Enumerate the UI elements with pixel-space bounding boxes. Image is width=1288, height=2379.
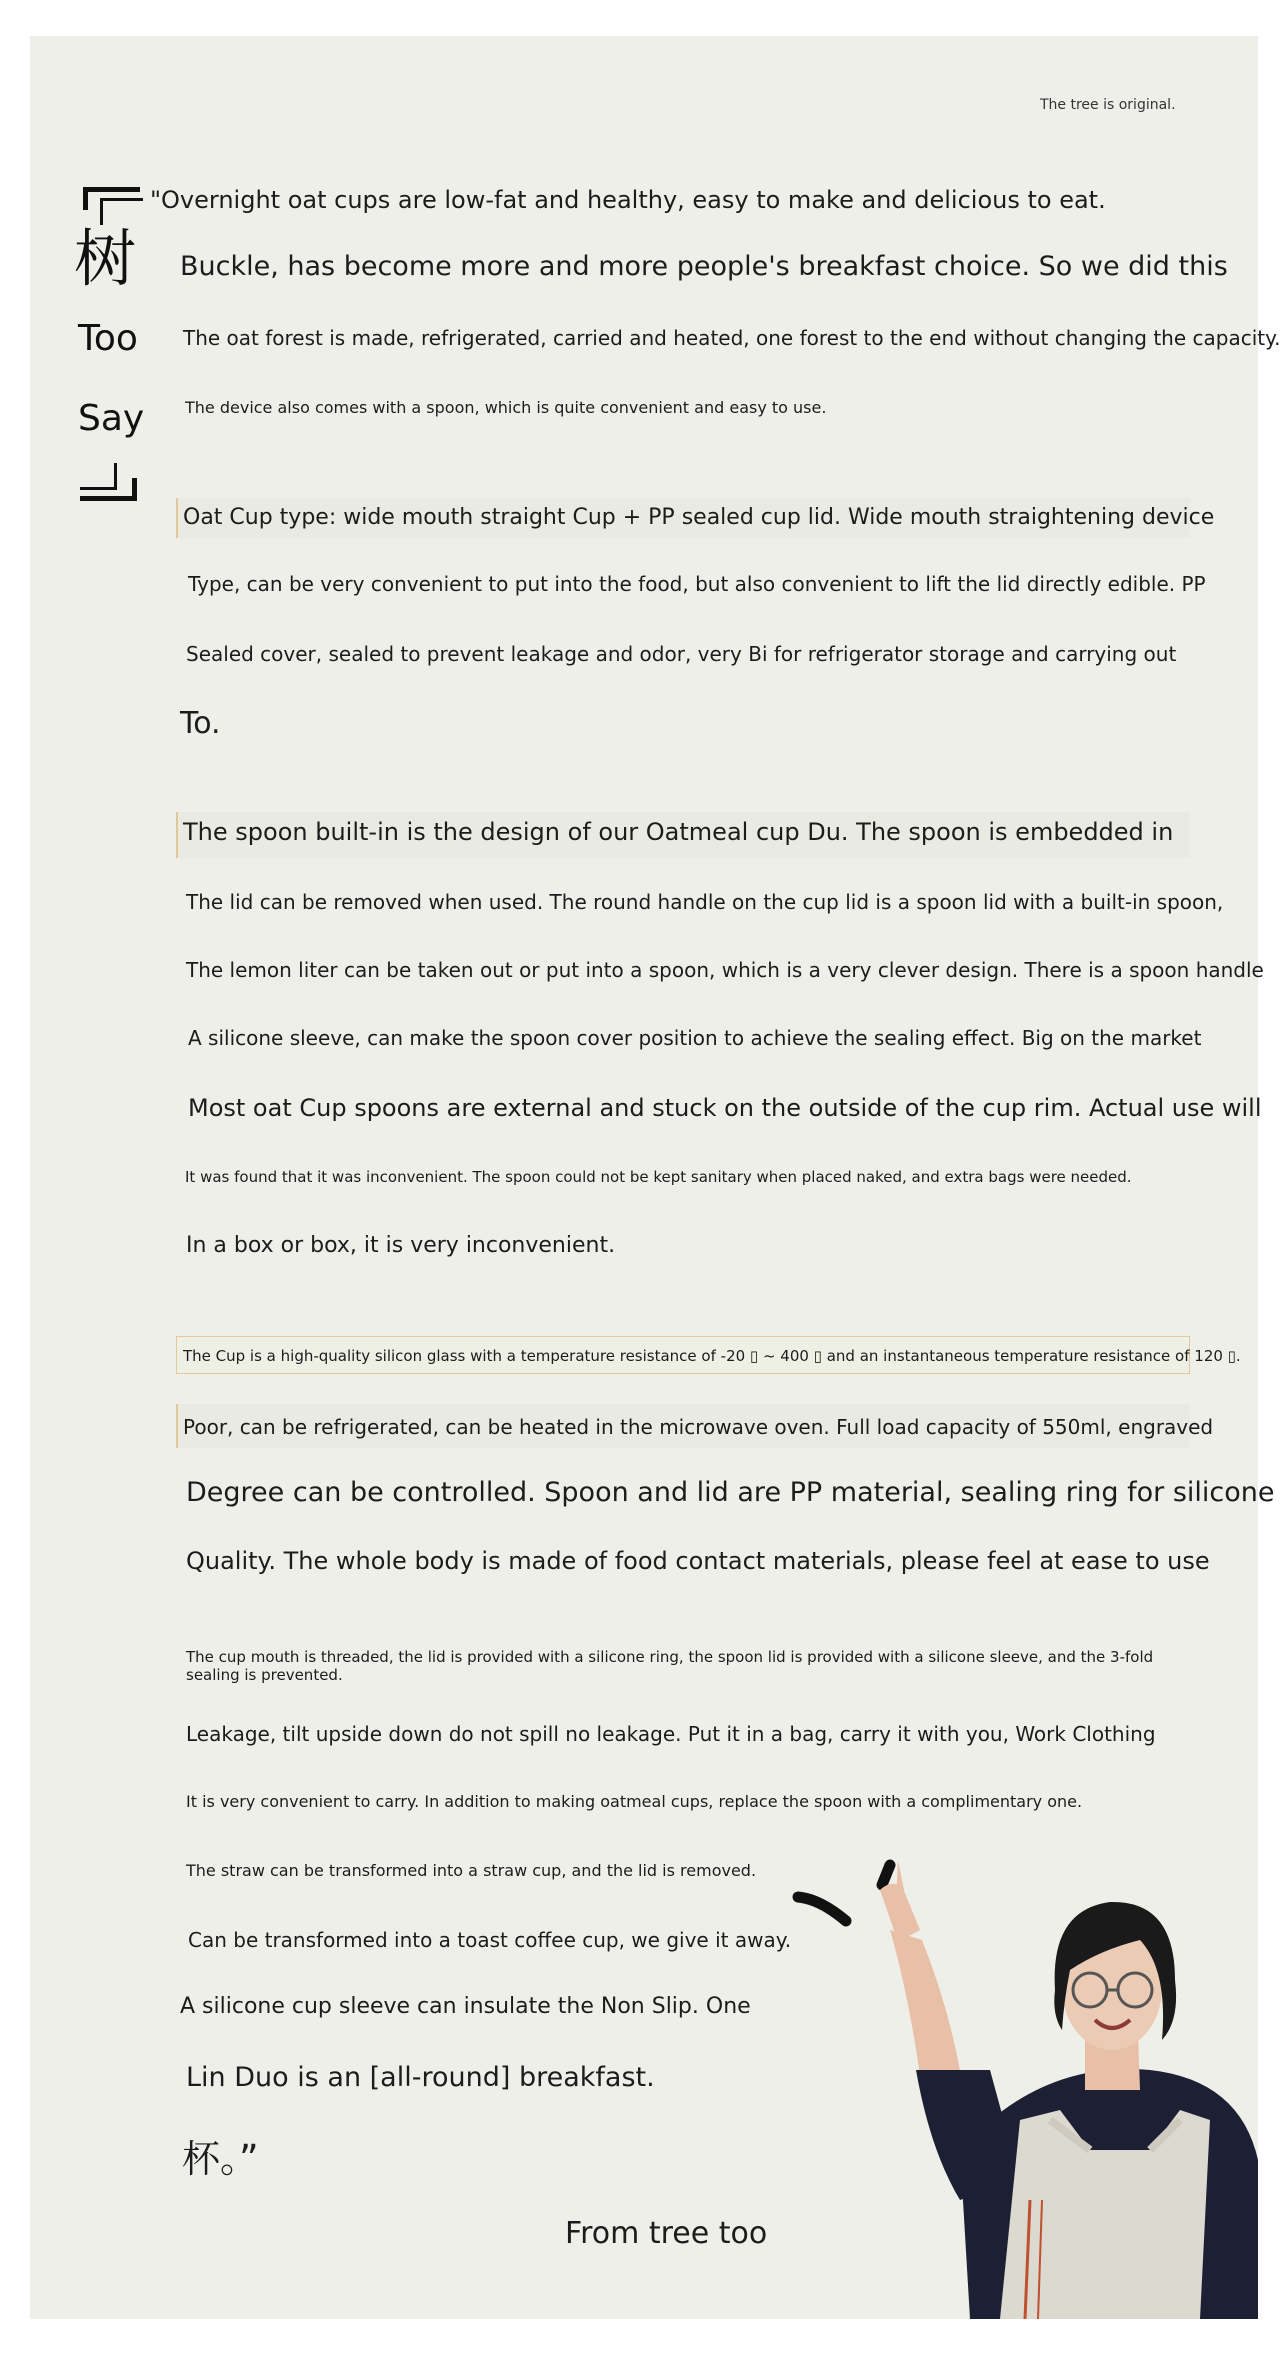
text-line: It is very convenient to carry. In addition to making oatmeal cups, replace the spoon with a complimentary one. <box>186 1792 1083 1811</box>
text-line: The cup mouth is threaded, the lid is provided with a silicone ring, the spoon lid is provided with a silicone sleeve, and the 3-fold sealing is prevented. <box>186 1648 1154 1684</box>
text-line: A silicone cup sleeve can insulate the Non Slip. One <box>180 1994 751 2019</box>
text-line: The oat forest is made, refrigerated, carried and heated, one forest to the end without changing the capacity. <box>183 326 1281 350</box>
open-bracket-icon <box>83 187 140 210</box>
signature: From tree too <box>565 2216 768 2251</box>
text-line: Most oat Cup spoons are external and stuck on the outside of the cup rim. Actual use will <box>188 1094 1262 1122</box>
text-line: Can be transformed into a toast coffee cup, we give it away. <box>188 1928 792 1952</box>
text-line: Type, can be very convenient to put into the food, but also convenient to lift the lid directly edible. PP <box>188 572 1206 596</box>
text-line: The lid can be removed when used. The round handle on the cup lid is a spoon lid with a built-in spoon, <box>186 890 1224 914</box>
text-line: "Overnight oat cups are low-fat and healthy, easy to make and delicious to eat. <box>150 186 1106 214</box>
portrait-illustration <box>850 1820 1258 2319</box>
text-line: In a box or box, it is very inconvenient. <box>186 1233 616 1258</box>
side-title-word-1: Too <box>78 318 138 359</box>
text-line: The spoon built-in is the design of our Oatmeal cup Du. The spoon is embedded in <box>183 818 1174 846</box>
text-line: Buckle, has become more and more people's breakfast choice. So we did this <box>180 251 1228 282</box>
text-line: The lemon liter can be taken out or put into a spoon, which is a very clever design. There is a spoon handle <box>186 958 1264 982</box>
side-title-word-2: Say <box>78 398 145 439</box>
text-line: Leakage, tilt upside down do not spill no leakage. Put it in a bag, carry it with you, Work Clothing <box>186 1722 1156 1746</box>
text-line: The device also comes with a spoon, which is quite convenient and easy to use. <box>185 398 827 417</box>
text-line: Poor, can be refrigerated, can be heated in the microwave oven. Full load capacity of 550ml, engraved <box>183 1415 1214 1439</box>
text-line: It was found that it was inconvenient. The spoon could not be kept sanitary when placed naked, and extra bags were needed. <box>185 1168 1132 1186</box>
header-note: The tree is original. <box>1040 97 1176 113</box>
text-line: To. <box>180 706 221 741</box>
text-line: Lin Duo is an [all-round] breakfast. <box>186 2062 655 2093</box>
text-line: Degree can be controlled. Spoon and lid are PP material, sealing ring for silicone <box>186 1477 1275 1508</box>
text-line: The straw can be transformed into a straw cup, and the lid is removed. <box>186 1861 757 1880</box>
text-line: The Cup is a high-quality silicon glass with a temperature resistance of -20 ▯ ~ 400 ▯ and an instantaneous temperature resistance of 120 ▯. <box>183 1347 1241 1365</box>
side-title-glyph: 树 <box>74 222 137 295</box>
close-bracket-icon <box>80 478 137 501</box>
text-line: Quality. The whole body is made of food contact materials, please feel at ease to use <box>186 1547 1210 1575</box>
text-line: Oat Cup type: wide mouth straight Cup + PP sealed cup lid. Wide mouth straightening device <box>183 505 1215 530</box>
text-line: A silicone sleeve, can make the spoon cover position to achieve the sealing effect. Big on the market <box>188 1026 1202 1050</box>
text-line: 杯。” <box>182 2137 259 2181</box>
text-line: Sealed cover, sealed to prevent leakage and odor, very Bi for refrigerator storage and carrying out <box>186 642 1177 666</box>
